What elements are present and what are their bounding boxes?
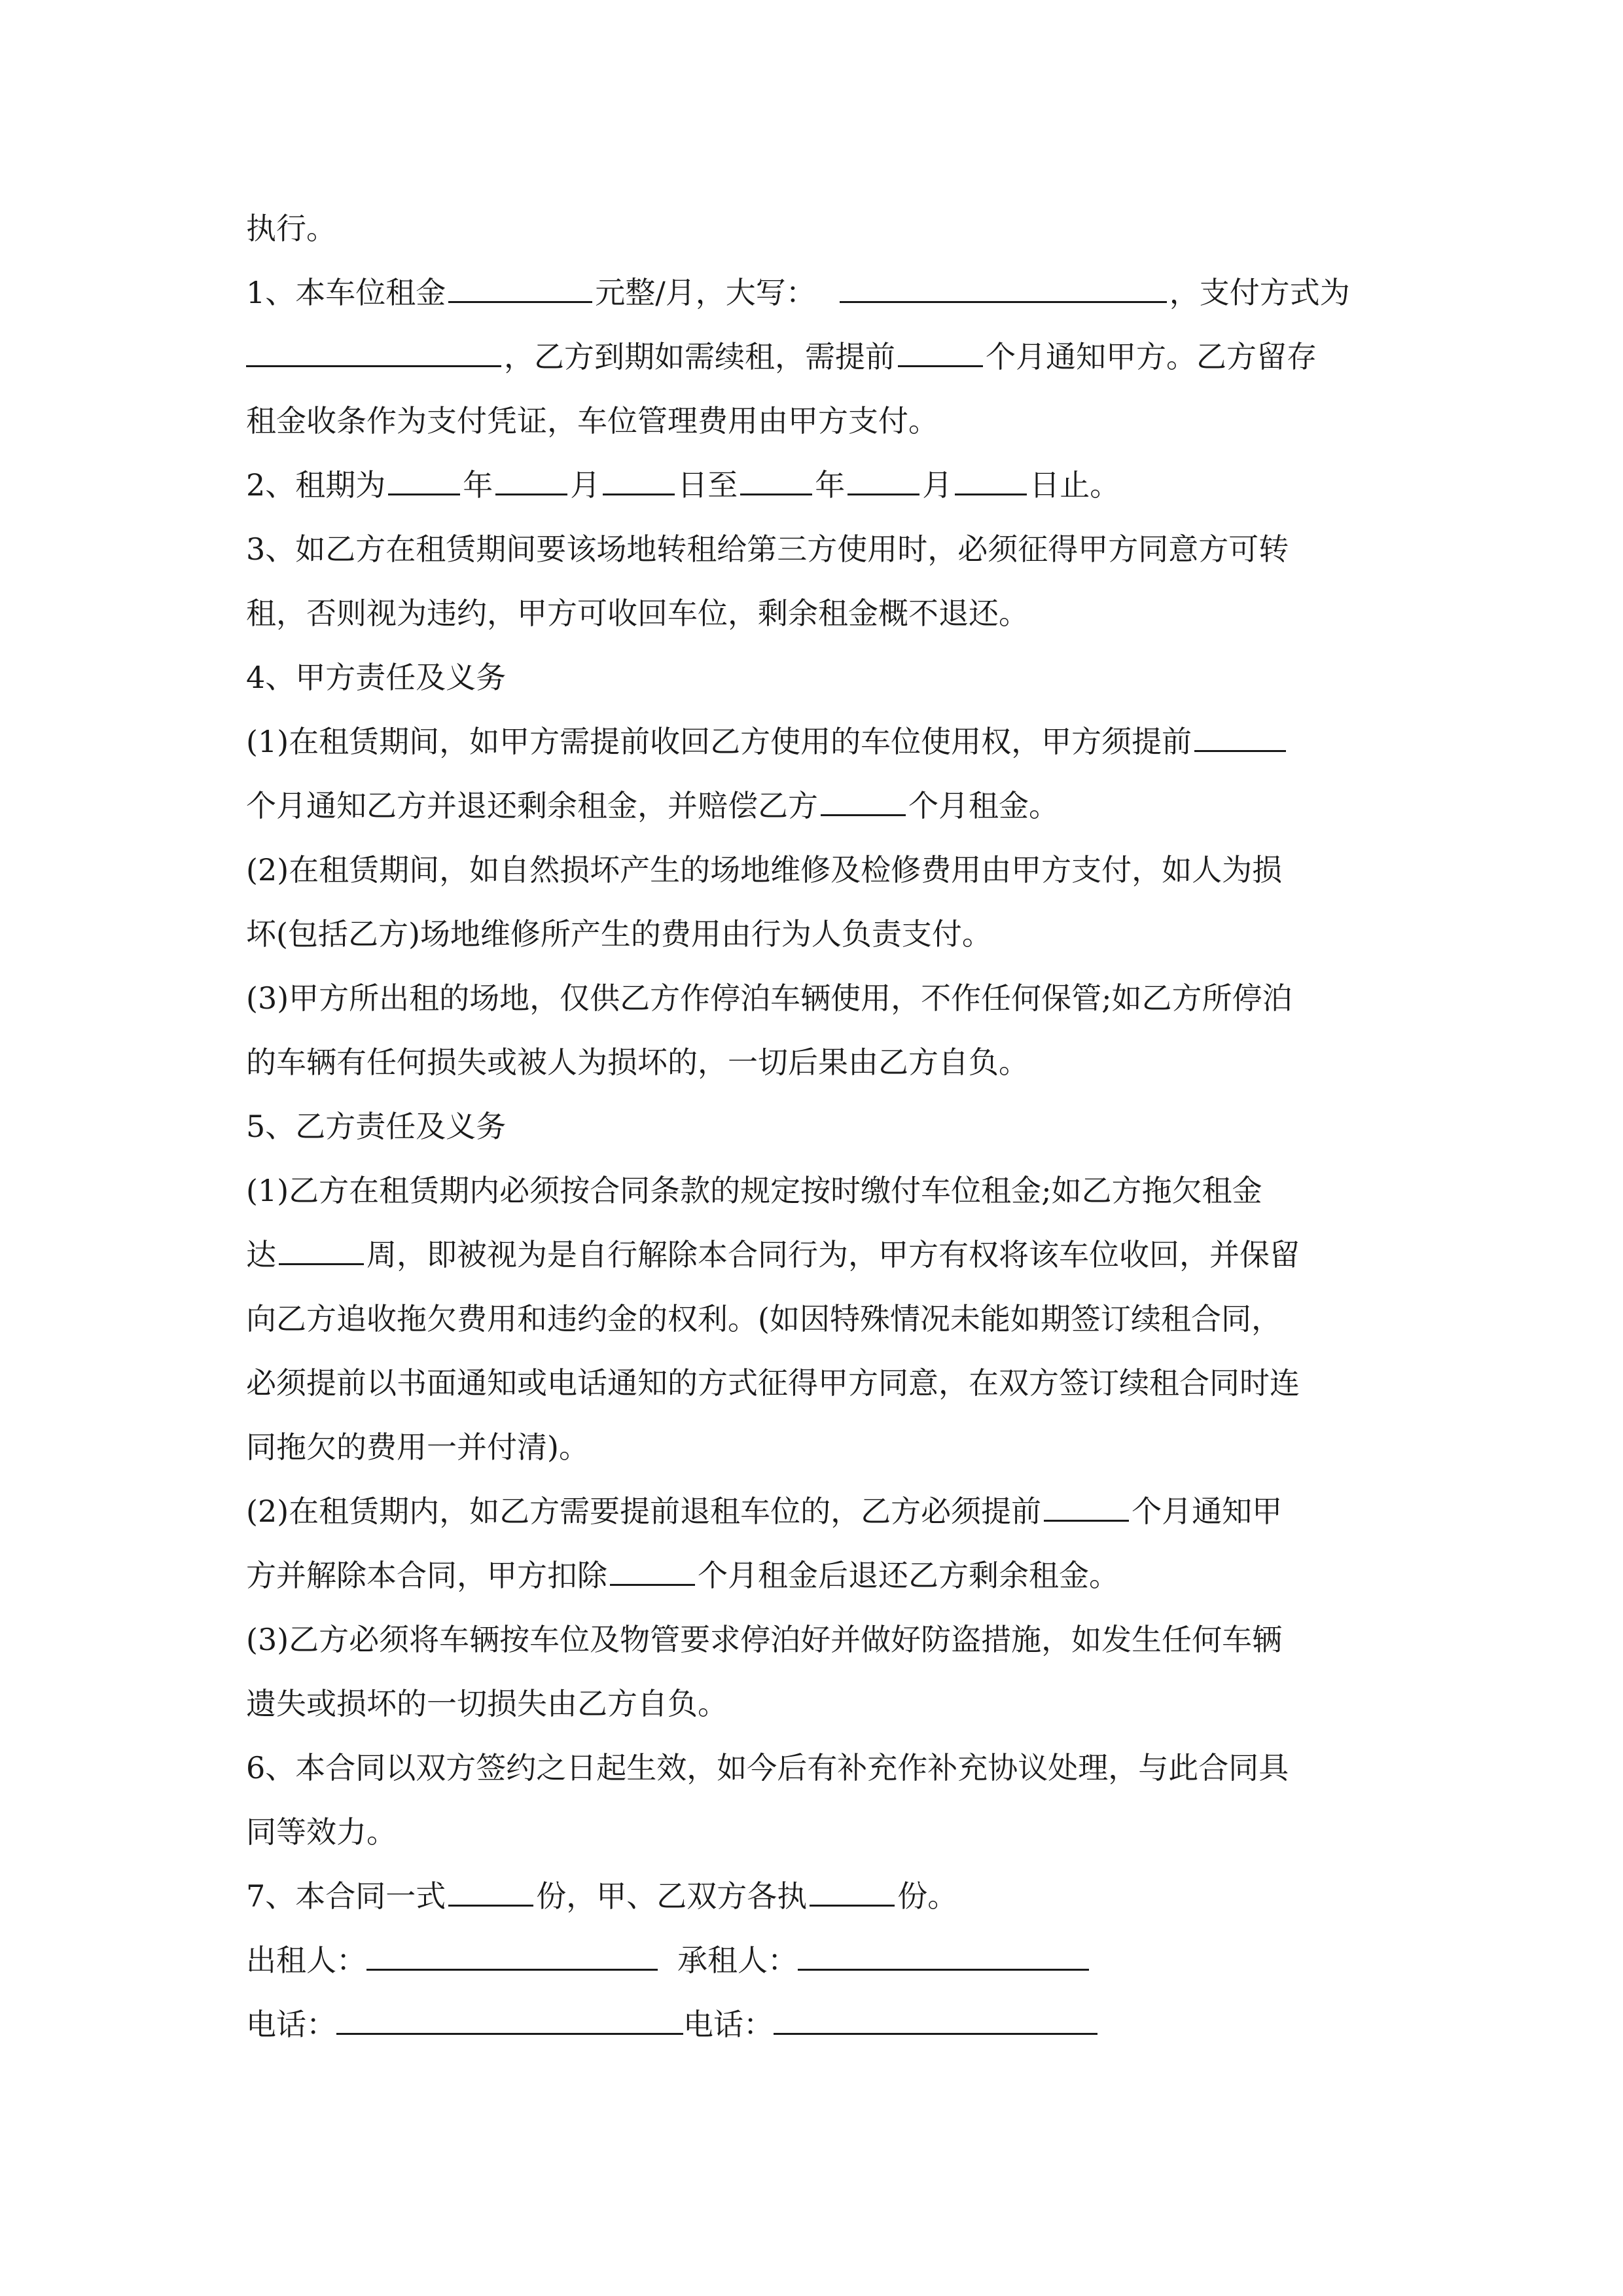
text: 5、乙方责任及义务 [246, 1109, 507, 1144]
text: 3、如乙方在租赁期间要该场地转租给第三方使用时，必须征得甲方同意方可转 [246, 531, 1289, 567]
text: 份，甲、乙双方各执 [536, 1878, 808, 1914]
lessor-phone [246, 1992, 683, 2056]
text: 6、本合同以双方签约之日起生效，如今后有补充作补充协议处理，与此合同具 [246, 1750, 1289, 1785]
deduction-months-blank[interactable] [610, 1550, 695, 1586]
total-copies-blank[interactable] [448, 1871, 533, 1907]
text: (2)在租赁期内，如乙方需要提前退租车位的，乙方必须提前 [246, 1494, 1042, 1529]
paragraph-line [246, 517, 1378, 581]
lessee-signature-field[interactable] [798, 1935, 1089, 1971]
text: 同拖欠的费用一并付清)。 [246, 1429, 589, 1465]
end-month-blank[interactable] [847, 459, 919, 495]
signature-row [246, 1928, 1378, 1992]
renewal-notice-months-blank[interactable] [898, 331, 983, 367]
text: 遗失或损坏的一切损失由乙方自负。 [246, 1686, 728, 1721]
text: 方并解除本合同，甲方扣除 [246, 1558, 607, 1593]
section-heading [246, 645, 1378, 709]
paragraph-line [246, 196, 1378, 260]
text: 7、本合同一式 [246, 1878, 446, 1914]
paragraph-line [246, 1415, 1378, 1479]
early-termination-line [246, 1479, 1378, 1543]
text: 日至 [677, 467, 738, 503]
start-month-blank[interactable] [495, 459, 567, 495]
paragraph-line [246, 966, 1378, 1030]
text: 2、租期为 [246, 467, 386, 503]
lessee-signature [677, 1928, 1089, 1992]
phone-row [246, 1992, 1378, 2056]
text: 日止。 [1029, 467, 1120, 503]
paragraph-line [246, 1351, 1378, 1415]
text: 向乙方追收拖欠费用和违约金的权利。(如因特殊情况未能如期签订续租合同， [246, 1301, 1281, 1336]
text: 份。 [897, 1878, 958, 1914]
section-heading [246, 1094, 1378, 1158]
text: 的车辆有任何损失或被人为损坏的，一切后果由乙方自负。 [246, 1045, 1029, 1080]
text: 年 [815, 467, 846, 503]
arrears-weeks-line [246, 1223, 1378, 1287]
text: 4、甲方责任及义务 [246, 660, 507, 695]
text: 个月租金后退还乙方剩余租金。 [698, 1558, 1119, 1593]
lessee-phone [683, 1992, 1097, 2056]
paragraph-line [246, 1030, 1378, 1094]
text: 必须提前以书面通知或电话通知的方式征得甲方同意，在双方签订续租合同时连 [246, 1365, 1300, 1401]
text: 达 [246, 1237, 276, 1272]
rent-amount-blank[interactable] [448, 267, 592, 303]
paragraph-line [246, 902, 1378, 966]
lessee-phone-label: 电话： [683, 2007, 774, 2042]
text: 执行。 [246, 211, 336, 246]
lessor-label: 出租人： [246, 1943, 366, 1978]
text: 个月通知乙方并退还剩余租金，并赔偿乙方 [246, 788, 818, 823]
lessor-phone-label: 电话： [246, 2007, 336, 2042]
end-year-blank[interactable] [740, 459, 812, 495]
text: ，支付方式为 [1169, 275, 1350, 310]
payment-method-blank[interactable] [246, 331, 501, 367]
lessor-recall-line-2 [246, 774, 1378, 838]
paragraph-line [246, 1607, 1378, 1672]
lessor-phone-field[interactable] [336, 1999, 683, 2035]
text: 1、本车位租金 [246, 275, 446, 310]
early-termination-line-2 [246, 1543, 1378, 1607]
rent-amount-line [246, 260, 1378, 325]
start-year-blank[interactable] [388, 459, 460, 495]
paragraph-line [246, 1287, 1378, 1351]
paragraph-line [246, 1800, 1378, 1864]
lessor-signature-field[interactable] [366, 1935, 658, 1971]
paragraph-line [246, 1158, 1378, 1223]
text: 同等效力。 [246, 1814, 397, 1850]
termination-notice-months-blank[interactable] [1044, 1486, 1129, 1522]
lessor-signature [246, 1928, 658, 1992]
lease-term-line [246, 453, 1378, 517]
text: (1)在租赁期间，如甲方需提前收回乙方使用的车位使用权，甲方须提前 [246, 724, 1192, 759]
text: (2)在租赁期间，如自然损坏产生的场地维修及检修费用由甲方支付，如人为损 [246, 852, 1283, 888]
text: 租，否则视为违约，甲方可收回车位，剩余租金概不退还。 [246, 596, 1029, 631]
payment-method-line [246, 325, 1378, 389]
text: 坏(包括乙方)场地维修所产生的费用由行为人负责支付。 [246, 916, 992, 952]
text: 个月租金。 [908, 788, 1059, 823]
each-party-copies-blank[interactable] [810, 1871, 895, 1907]
lessor-recall-line [246, 709, 1378, 774]
text: 租金收条作为支付凭证，车位管理费用由甲方支付。 [246, 403, 938, 439]
text: 月 [922, 467, 953, 503]
paragraph-line [246, 1672, 1378, 1736]
paragraph-line [246, 1736, 1378, 1800]
copies-line [246, 1864, 1378, 1928]
paragraph-line [246, 389, 1378, 453]
contract-page [246, 196, 1378, 2056]
rent-amount-words-blank[interactable] [840, 267, 1167, 303]
text: 元整/月，大写： [595, 275, 816, 310]
text: 个月通知甲 [1132, 1494, 1283, 1529]
text: 月 [570, 467, 601, 503]
text: ，乙方到期如需续租，需提前 [504, 339, 895, 374]
arrears-weeks-blank[interactable] [279, 1229, 364, 1265]
compensation-months-blank[interactable] [821, 780, 906, 816]
text: 年 [463, 467, 493, 503]
start-day-blank[interactable] [603, 459, 675, 495]
paragraph-line [246, 581, 1378, 645]
text: 个月通知甲方。乙方留存 [986, 339, 1317, 374]
lessee-phone-field[interactable] [774, 1999, 1097, 2035]
text: 周，即被视为是自行解除本合同行为，甲方有权将该车位收回，并保留 [366, 1237, 1300, 1272]
lessee-label: 承租人： [677, 1943, 798, 1978]
text: (1)乙方在租赁期内必须按合同条款的规定按时缴付车位租金;如乙方拖欠租金 [246, 1173, 1262, 1208]
end-day-blank[interactable] [955, 459, 1027, 495]
paragraph-line [246, 838, 1378, 902]
text: (3)乙方必须将车辆按车位及物管要求停泊好并做好防盗措施，如发生任何车辆 [246, 1622, 1283, 1657]
text: (3)甲方所出租的场地，仅供乙方作停泊车辆使用，不作任何保管;如乙方所停泊 [246, 980, 1293, 1016]
recall-notice-months-blank[interactable] [1194, 716, 1286, 752]
